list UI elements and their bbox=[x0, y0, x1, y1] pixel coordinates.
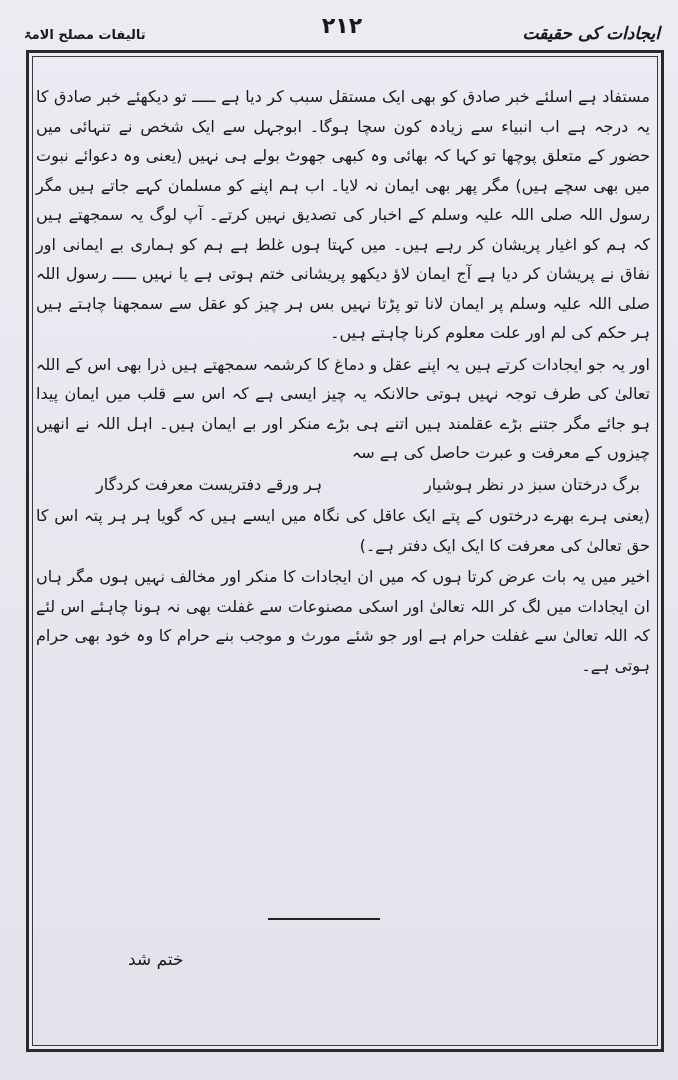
couplet-second-hemistich: ہر ورقے دفتریست معرفت کردگار bbox=[96, 474, 323, 494]
end-mark: ختم شد bbox=[128, 950, 184, 970]
paragraph-2: اور یہ جو ایجادات کرتے ہیں یہ اپنے عقل و دماغ کا کرشمہ سمجھتے ہیں ذرا بھی اس کے اللہ تعالیٰ کی طرف توجہ نہیں ہوتی حالانکہ یہ چیز ایسی ہے کہ اس سے قلب میں ایمان پیدا ہو جائے مگر جتنے بڑے عقلمند ہیں اتنے ہی بڑے منکر اور بے ایمان ہیں۔ اہل اللہ نے انھیں چیزوں کے معرفت و عبرت حاصل کی ہے سہ bbox=[36, 354, 650, 462]
page-header bbox=[24, 10, 660, 50]
page-number: ۲۱۲ bbox=[321, 14, 363, 39]
running-head: ایجادات کی حقیقت bbox=[522, 24, 660, 44]
persian-couplet bbox=[36, 470, 650, 500]
closing-rule bbox=[268, 918, 380, 920]
couplet-first-hemistich: برگ درختان سبز در نظر ہوشیار bbox=[423, 474, 640, 494]
paragraph-1: مستفاد ہے اسلئے خبر صادق کو بھی ایک مستقل سبب کر دیا ہے ـــــ تو دیکھئے خبر صادق کا یہ درجہ ہے اب انبیاء سے زیادہ کون سچا ہوگا۔ ابوجہل سے ایک شخص نے تنہائی میں حضور کے متعلق پوچھا تو کہا کہ بھائی وہ کبھی جھوٹ بولے ہی نہیں (یعنی وہ دعوائے نبوت میں بھی سچے ہیں) مگر پھر بھی ایمان نہ لایا۔ اب ہم اپنے کو مسلمان کہے جاتے ہیں مگر رسول اللہ صلی اللہ علیہ وسلم کے اخبار کی تصدیق نہیں کرتے۔ آپ لوگ یہ سمجھتے ہیں کہ ہم کو اغیار پریشان کر رہے ہیں۔ میں کہتا ہوں غلط ہے ہم کو ہماری بے ایمانی اور نفاق نے پریشان کر دیا ہے آج ایمان لاؤ دیکھو پریشانی ختم ہوتی ہے یا نہیں ـــــ رسول اللہ صلی اللہ علیہ وسلم پر ایمان لانا تو پڑتا نہیں بس ہر چیز کو عقل سے سمجھنا چاہتے ہیں ہر حکم کی لم اور علت معلوم کرنا چاہتے ہیں۔ bbox=[36, 87, 650, 342]
body-text bbox=[36, 82, 650, 682]
paragraph-closing: اخیر میں یہ بات عرض کرتا ہوں کہ میں ان ایجادات کا منکر اور مخالف نہیں ہوں مگر ہاں ان ایجادات میں لگ کر اللہ تعالیٰ اور اسکی مصنوعات سے غفلت بھی نہ ہونا چاہئے اس لئے کہ اللہ تعالیٰ سے غفلت حرام ہے اور جو شئے مورث و موجب بنے حرام کا وہ خود بھی حرام ہوتی ہے۔ bbox=[36, 567, 650, 675]
series-title: تالیفات مصلح الامۃ bbox=[24, 28, 146, 43]
couplet-translation: (یعنی ہرے بھرے درختوں کے پتے ایک عاقل کی نگاہ میں ایسے ہیں کہ گویا ہر ہر پتہ اس کا حق تعالیٰ کی معرفت کا ایک ایک دفتر ہے۔) bbox=[36, 506, 650, 555]
